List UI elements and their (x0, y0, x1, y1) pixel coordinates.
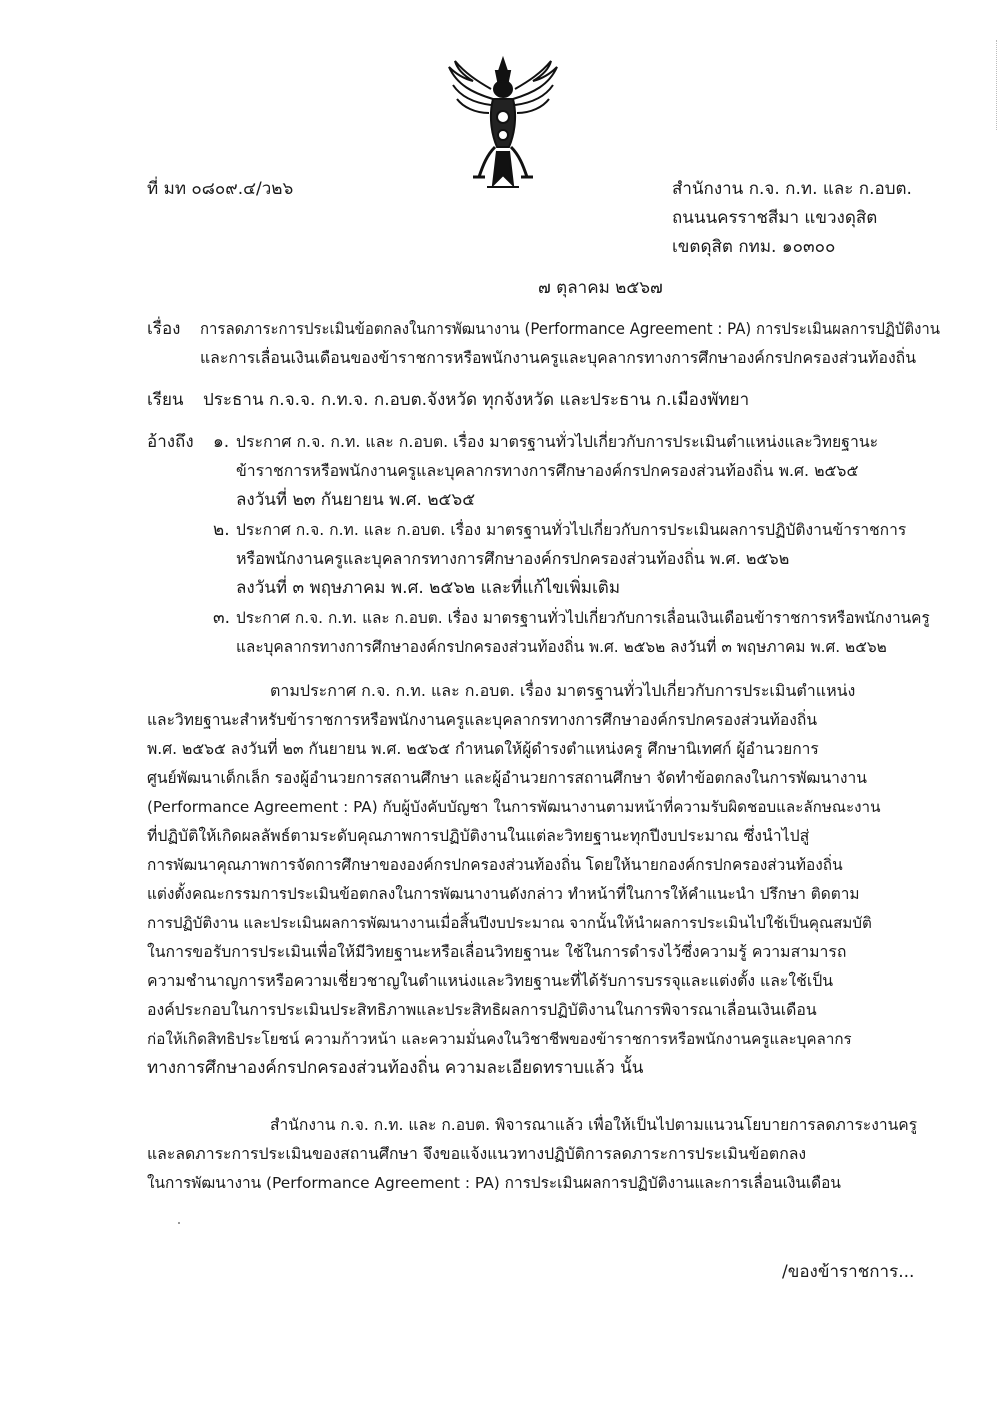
reference-line: ลงวันที่ ๒๓ กันยายน พ.ศ. ๒๕๖๕ (236, 490, 476, 510)
paragraph1-line: องค์ประกอบในการประเมินประสิทธิภาพและประสิทธิผลการปฏิบัติงานในการพิจารณาเลื่อนเงินเดือน (147, 1000, 817, 1019)
reference-line: ข้าราชการหรือพนักงานครูและบุคลากรทางการศึกษาองค์กรปกครองส่วนท้องถิ่น พ.ศ. ๒๕๖๕ (236, 461, 859, 480)
reference-line: ลงวันที่ ๓ พฤษภาคม พ.ศ. ๒๕๖๒ และที่แก้ไขเพิ่มเติม (236, 578, 621, 598)
recipient-label: เรียน (147, 390, 184, 410)
reference-number: ๓. (213, 608, 231, 628)
document-date: ๗ ตุลาคม ๒๕๖๗ (538, 278, 663, 298)
continuation-marker: /ของข้าราชการ... (782, 1262, 915, 1282)
reference-line: หรือพนักงานครูและบุคลากรทางการศึกษาองค์กรปกครองส่วนท้องถิ่น พ.ศ. ๒๕๖๒ (236, 549, 790, 568)
reference-label: อ้างถึง (147, 432, 194, 452)
paragraph1-line: ศูนย์พัฒนาเด็กเล็ก รองผู้อำนวยการสถานศึกษา และผู้อำนวยการสถานศึกษา จัดทำข้อตกลงในการพัฒนางาน (147, 769, 867, 787)
paragraph1-line: ก่อให้เกิดสิทธิประโยชน์ ความก้าวหน้า และความมั่นคงในวิชาชีพของข้าราชการหรือพนักงานครูและบุคลากร (147, 1030, 852, 1048)
paragraph2-line: ในการพัฒนางาน (Performance Agreement : PA) การประเมินผลการปฏิบัติงานและการเลื่อนเงินเดือน (147, 1174, 841, 1192)
paragraph1-line: แต่งตั้งคณะกรรมการประเมินข้อตกลงในการพัฒนางานดังกล่าว ทำหน้าที่ในการให้คำแนะนำ ปรึกษา ติดตาม (147, 885, 860, 903)
paragraph1-line: ทางการศึกษาองค์กรปกครองส่วนท้องถิ่น ความละเอียดทราบแล้ว นั้น (147, 1058, 644, 1078)
paragraph1-line: ที่ปฏิบัติให้เกิดผลลัพธ์ตามระดับคุณภาพการปฏิบัติงานในแต่ละวิทยฐานะทุกปีงบประมาณ ซึ่งนำไปสู่ (147, 826, 810, 845)
subject-line2: และการเลื่อนเงินเดือนของข้าราชการหรือพนักงานครูและบุคลากรทางการศึกษาองค์กรปกครองส่วนท้องถิ่น (200, 348, 917, 367)
paragraph1-line: ความชำนาญการหรือความเชี่ยวชาญในตำแหน่งและวิทยฐานะที่ได้รับการบรรจุและแต่งตั้ง และใช้เป็น (147, 971, 834, 990)
garuda-emblem-icon (443, 55, 563, 195)
reference-line: ประกาศ ก.จ. ก.ท. และ ก.อบต. เรื่อง มาตรฐานทั่วไปเกี่ยวกับการประเมินตำแหน่งและวิทยฐานะ (236, 432, 879, 451)
reference-line: ประกาศ ก.จ. ก.ท. และ ก.อบต. เรื่อง มาตรฐานทั่วไปเกี่ยวกับการประเมินผลการปฏิบัติงานข้าราชการ (236, 521, 907, 539)
paragraph1-line: (Performance Agreement : PA) กับผู้บังคับบัญชา ในการพัฒนางานตามหน้าที่ความรับผิดชอบและลักษณะงาน (147, 798, 881, 816)
subject-label: เรื่อง (147, 319, 181, 339)
recipient-text: ประธาน ก.จ.จ. ก.ท.จ. ก.อบต.จังหวัด ทุกจังหวัด และประธาน ก.เมืองพัทยา (203, 390, 750, 410)
reference-number: ๑. (213, 432, 230, 452)
reference-line: ประกาศ ก.จ. ก.ท. และ ก.อบต. เรื่อง มาตรฐานทั่วไปเกี่ยวกับการเลื่อนเงินเดือนข้าราชการหรือพนักงานครู (236, 609, 930, 627)
paragraph1-line: ตามประกาศ ก.จ. ก.ท. และ ก.อบต. เรื่อง มาตรฐานทั่วไปเกี่ยวกับการประเมินตำแหน่ง (270, 681, 856, 700)
scan-speck (178, 1222, 180, 1224)
paragraph1-line: พ.ศ. ๒๕๖๕ ลงวันที่ ๒๓ กันยายน พ.ศ. ๒๕๖๕ กำหนดให้ผู้ดำรงตำแหน่งครู ศึกษานิเทศก์ ผู้อำนวยการ (147, 740, 819, 758)
paragraph1-line: ในการขอรับการประเมินเพื่อให้มีวิทยฐานะหรือเลื่อนวิทยฐานะ ใช้ในการดำรงไว้ซึ่งความรู้ ความสามารถ (147, 942, 847, 961)
paragraph1-line: และวิทยฐานะสำหรับข้าราชการหรือพนักงานครูและบุคลากรทางการศึกษาองค์กรปกครองส่วนท้องถิ่น (147, 711, 818, 729)
sender-address-line3: เขตดุสิต กทม. ๑๐๓๐๐ (672, 237, 836, 257)
margin-marks (994, 40, 997, 130)
reference-line: และบุคลากรทางการศึกษาองค์กรปกครองส่วนท้องถิ่น พ.ศ. ๒๕๖๒ ลงวันที่ ๓ พฤษภาคม พ.ศ. ๒๕๖๒ (236, 638, 887, 656)
paragraph2-line: สำนักงาน ก.จ. ก.ท. และ ก.อบต. พิจารณาแล้ว เพื่อให้เป็นไปตามแนวนโยบายการลดภาระงานครู (270, 1116, 918, 1134)
paragraph2-line: และลดภาระการประเมินของสถานศึกษา จึงขอแจ้งแนวทางปฏิบัติการลดภาระการประเมินข้อตกลง (147, 1144, 807, 1163)
reference-number: ๒. (213, 520, 230, 540)
sender-address-line1: สำนักงาน ก.จ. ก.ท. และ ก.อบต. (672, 179, 912, 199)
paragraph1-line: การพัฒนาคุณภาพการจัดการศึกษาขององค์กรปกครองส่วนท้องถิ่น โดยให้นายกองค์กรปกครองส่วนท้องถิ่น (147, 856, 843, 874)
paragraph1-line: การปฏิบัติงาน และประเมินผลการพัฒนางานเมื่อสิ้นปีงบประมาณ จากนั้นให้นำผลการประเมินไปใช้เป็นคุณสมบัติ (147, 914, 872, 932)
document-number: ที่ มท ๐๘๐๙.๔/ว๒๖ (147, 179, 294, 199)
sender-address-line2: ถนนนครราชสีมา แขวงดุสิต (672, 208, 878, 228)
subject-line1: การลดภาระการประเมินข้อตกลงในการพัฒนางาน (Performance Agreement : PA) การประเมินผลการปฏิบัติงาน (200, 320, 940, 338)
